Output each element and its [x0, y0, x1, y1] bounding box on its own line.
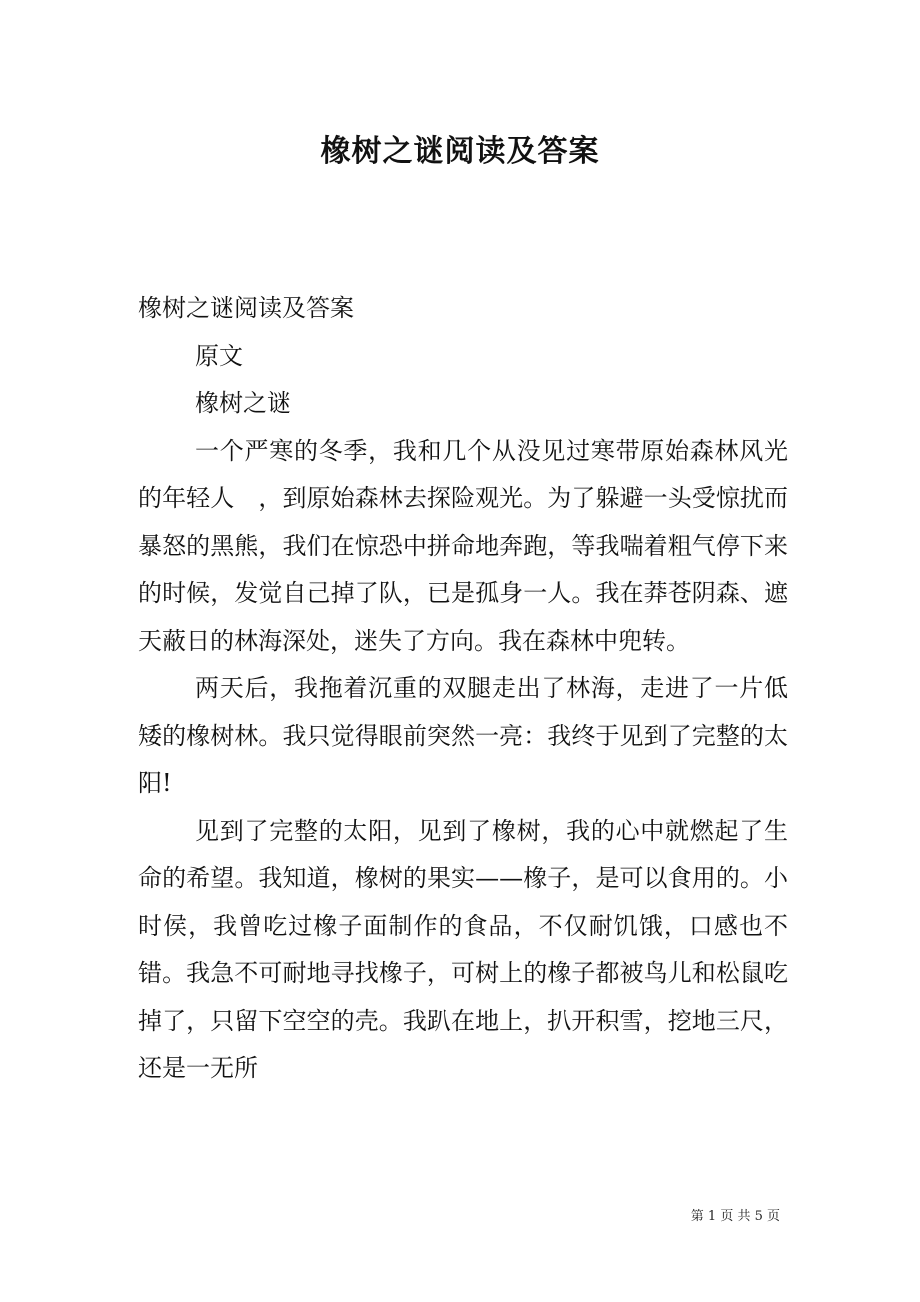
page-title: 橡树之谜阅读及答案 [320, 134, 600, 169]
paragraph-original-label: 原文 [195, 341, 243, 370]
paragraph-heading: 橡树之谜阅读及答案 [138, 294, 354, 322]
page-footer: 第 1 页 共 5 页 [690, 1209, 780, 1224]
paragraph-body: 见到了完整的太阳，见到了橡树，我的心中就燃起了生命的希望。我知道，橡树的果实——橡子，是可以食用的。小时侯，我曾吃过橡子面制作的食品，不仅耐饥饿，口感也不错。我急不可耐地寻找橡子，可树上的橡子都被鸟儿和松鼠吃掉了，只留下空空的壳。我趴在地上，扒开积雪，挖地三尺，还是一无所 [138, 816, 788, 1082]
document-body [138, 285, 788, 1093]
paragraph-body: 两天后，我拖着沉重的双腿走出了林海，走进了一片低矮的橡树林。我只觉得眼前突然一亮：我终于见到了完整的太阳! [138, 674, 788, 797]
paragraph-story-title: 橡树之谜 [195, 389, 291, 417]
paragraph-body: 一个严寒的冬季，我和几个从没见过寒带原始森林风光的年轻人 ，到原始森林去探险观光。为了躲避一头受惊扰而暴怒的黑熊，我们在惊恐中拼命地奔跑，等我喘着粗气停下来的时候，发觉自己掉了队，已是孤身一人。我在莽苍阴森、遮天蔽日的林海深处，迷失了方向。我在森林中兜转。 [138, 436, 788, 655]
